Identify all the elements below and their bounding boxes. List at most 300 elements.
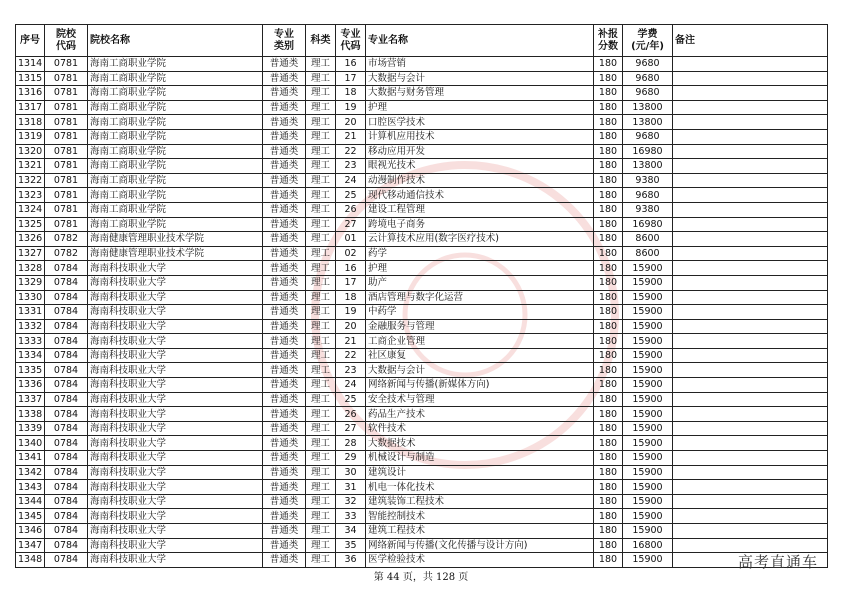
- table-row: [16, 246, 828, 261]
- table-cell: 180: [594, 553, 623, 568]
- table-cell: 海南科技职业大学: [88, 363, 263, 378]
- table-row: [16, 334, 828, 349]
- table-body: [16, 57, 828, 568]
- table-cell: 计算机应用技术: [366, 129, 594, 144]
- table-cell: 理工: [306, 319, 336, 334]
- table-row: [16, 480, 828, 495]
- table-cell: 机械设计与制造: [366, 451, 594, 466]
- table-cell: 普通类: [263, 290, 306, 305]
- table-cell: 1343: [16, 480, 45, 495]
- table-cell: 19: [336, 305, 366, 320]
- table-cell: 180: [594, 100, 623, 115]
- table-cell: 15900: [623, 436, 673, 451]
- table-cell: 15900: [623, 553, 673, 568]
- table-cell: 16980: [623, 144, 673, 159]
- table-cell: 市场营销: [366, 57, 594, 72]
- table-cell: 建筑设计: [366, 465, 594, 480]
- table-cell: 0784: [45, 465, 88, 480]
- table-cell: 普通类: [263, 363, 306, 378]
- table-row: [16, 509, 828, 524]
- table-row: [16, 524, 828, 539]
- table-cell: 0784: [45, 553, 88, 568]
- table-cell: 理工: [306, 451, 336, 466]
- table-cell: 0784: [45, 451, 88, 466]
- table-cell: 软件技术: [366, 421, 594, 436]
- table-cell: 理工: [306, 290, 336, 305]
- table-cell: 酒店管理与数字化运营: [366, 290, 594, 305]
- table-cell: 180: [594, 261, 623, 276]
- column-header: 院校名称: [88, 25, 263, 57]
- table-cell: 理工: [306, 348, 336, 363]
- table-cell: 海南工商职业学院: [88, 57, 263, 72]
- table-cell: 36: [336, 553, 366, 568]
- table-cell: 1329: [16, 275, 45, 290]
- table-cell: 0784: [45, 421, 88, 436]
- table-cell: [673, 494, 828, 509]
- table-cell: 180: [594, 348, 623, 363]
- table-cell: 0781: [45, 217, 88, 232]
- table-cell: 1339: [16, 421, 45, 436]
- table-cell: [673, 407, 828, 422]
- table-cell: 普通类: [263, 407, 306, 422]
- table-cell: 180: [594, 378, 623, 393]
- table-cell: [673, 465, 828, 480]
- table-cell: 0781: [45, 144, 88, 159]
- table-cell: 16: [336, 57, 366, 72]
- table-cell: 海南工商职业学院: [88, 144, 263, 159]
- column-header: 学费 (元/年): [623, 25, 673, 57]
- table-cell: 24: [336, 378, 366, 393]
- table-cell: 理工: [306, 553, 336, 568]
- table-cell: 15900: [623, 363, 673, 378]
- table-cell: 理工: [306, 378, 336, 393]
- table-cell: 1330: [16, 290, 45, 305]
- table-cell: 9680: [623, 86, 673, 101]
- table-cell: 理工: [306, 100, 336, 115]
- table-cell: 理工: [306, 538, 336, 553]
- table-cell: 普通类: [263, 392, 306, 407]
- table-cell: 建筑工程技术: [366, 524, 594, 539]
- table-cell: 普通类: [263, 115, 306, 130]
- table-cell: 180: [594, 57, 623, 72]
- table-cell: 海南科技职业大学: [88, 451, 263, 466]
- table-cell: [673, 173, 828, 188]
- table-cell: 23: [336, 363, 366, 378]
- table-row: [16, 144, 828, 159]
- table-cell: 海南科技职业大学: [88, 465, 263, 480]
- table-cell: 海南科技职业大学: [88, 261, 263, 276]
- table-cell: 180: [594, 334, 623, 349]
- column-header: 序号: [16, 25, 45, 57]
- table-cell: 1324: [16, 202, 45, 217]
- table-cell: 180: [594, 465, 623, 480]
- table-cell: 0784: [45, 538, 88, 553]
- column-header: 专业名称: [366, 25, 594, 57]
- table-cell: 海南工商职业学院: [88, 202, 263, 217]
- table-cell: 180: [594, 173, 623, 188]
- table-cell: 27: [336, 421, 366, 436]
- table-cell: 15900: [623, 407, 673, 422]
- table-cell: [673, 436, 828, 451]
- table-cell: 海南科技职业大学: [88, 538, 263, 553]
- table-cell: 0784: [45, 290, 88, 305]
- table-cell: 0784: [45, 334, 88, 349]
- table-cell: [673, 261, 828, 276]
- table-cell: 理工: [306, 436, 336, 451]
- table-cell: [673, 334, 828, 349]
- table-cell: 1322: [16, 173, 45, 188]
- table-cell: 理工: [306, 305, 336, 320]
- table-cell: 海南科技职业大学: [88, 378, 263, 393]
- table-cell: 180: [594, 319, 623, 334]
- table-cell: 0781: [45, 71, 88, 86]
- table-cell: 24: [336, 173, 366, 188]
- table-cell: 海南工商职业学院: [88, 188, 263, 203]
- table-cell: 180: [594, 538, 623, 553]
- table-cell: 1341: [16, 451, 45, 466]
- table-cell: 28: [336, 436, 366, 451]
- table-cell: [673, 509, 828, 524]
- table-cell: 海南科技职业大学: [88, 436, 263, 451]
- table-cell: 17: [336, 275, 366, 290]
- table-cell: 1342: [16, 465, 45, 480]
- table-cell: 0781: [45, 188, 88, 203]
- table-cell: 0781: [45, 129, 88, 144]
- table-cell: 理工: [306, 188, 336, 203]
- table-cell: 理工: [306, 71, 336, 86]
- table-cell: 15900: [623, 421, 673, 436]
- table-cell: 180: [594, 392, 623, 407]
- table-cell: 0784: [45, 407, 88, 422]
- table-cell: 0781: [45, 173, 88, 188]
- table-cell: 15900: [623, 451, 673, 466]
- table-cell: 理工: [306, 144, 336, 159]
- table-cell: 23: [336, 159, 366, 174]
- table-cell: [673, 480, 828, 495]
- table-cell: 大数据与会计: [366, 363, 594, 378]
- table-cell: 15900: [623, 261, 673, 276]
- table-cell: 1317: [16, 100, 45, 115]
- table-cell: 16800: [623, 538, 673, 553]
- table-cell: 海南科技职业大学: [88, 553, 263, 568]
- table-cell: 普通类: [263, 173, 306, 188]
- table-cell: 理工: [306, 159, 336, 174]
- table-cell: 理工: [306, 129, 336, 144]
- column-header: 院校 代码: [45, 25, 88, 57]
- table-cell: 普通类: [263, 494, 306, 509]
- table-cell: 13800: [623, 159, 673, 174]
- table-cell: 药学: [366, 246, 594, 261]
- table-cell: [673, 305, 828, 320]
- table-cell: 180: [594, 71, 623, 86]
- table-cell: 海南科技职业大学: [88, 305, 263, 320]
- table-cell: 30: [336, 465, 366, 480]
- table-row: [16, 232, 828, 247]
- table-cell: [673, 57, 828, 72]
- table-cell: [673, 86, 828, 101]
- table-cell: 22: [336, 144, 366, 159]
- table-row: [16, 261, 828, 276]
- table-cell: 理工: [306, 392, 336, 407]
- table-cell: 1348: [16, 553, 45, 568]
- table-cell: 0784: [45, 348, 88, 363]
- table-cell: [673, 451, 828, 466]
- table-cell: 16: [336, 261, 366, 276]
- table-cell: 1347: [16, 538, 45, 553]
- table-row: [16, 363, 828, 378]
- table-row: [16, 275, 828, 290]
- table-cell: 眼视光技术: [366, 159, 594, 174]
- table-cell: 1326: [16, 232, 45, 247]
- table-cell: 社区康复: [366, 348, 594, 363]
- table-cell: 理工: [306, 465, 336, 480]
- table-cell: 建设工程管理: [366, 202, 594, 217]
- table-cell: 医学检验技术: [366, 553, 594, 568]
- table-cell: 0784: [45, 494, 88, 509]
- table-cell: 安全技术与管理: [366, 392, 594, 407]
- table-cell: 大数据与会计: [366, 71, 594, 86]
- table-cell: 普通类: [263, 334, 306, 349]
- table-cell: 180: [594, 115, 623, 130]
- table-cell: 理工: [306, 363, 336, 378]
- table-cell: 普通类: [263, 480, 306, 495]
- table-cell: 18: [336, 86, 366, 101]
- table-row: [16, 173, 828, 188]
- table-cell: 海南科技职业大学: [88, 275, 263, 290]
- table-cell: 15900: [623, 494, 673, 509]
- table-cell: 海南工商职业学院: [88, 100, 263, 115]
- table-cell: 1321: [16, 159, 45, 174]
- table-cell: 9680: [623, 71, 673, 86]
- table-cell: [673, 232, 828, 247]
- table-cell: [673, 275, 828, 290]
- table-row: [16, 57, 828, 72]
- table-cell: 1334: [16, 348, 45, 363]
- table-cell: 18: [336, 290, 366, 305]
- column-header: 专业 代码: [336, 25, 366, 57]
- table-row: [16, 217, 828, 232]
- table-cell: 金融服务与管理: [366, 319, 594, 334]
- table-cell: 普通类: [263, 378, 306, 393]
- table-cell: 移动应用开发: [366, 144, 594, 159]
- table-cell: 动漫制作技术: [366, 173, 594, 188]
- table-cell: 1323: [16, 188, 45, 203]
- table-cell: 27: [336, 217, 366, 232]
- table-cell: 180: [594, 275, 623, 290]
- table-cell: 普通类: [263, 465, 306, 480]
- column-header: 科类: [306, 25, 336, 57]
- table-cell: 180: [594, 524, 623, 539]
- table-cell: [673, 144, 828, 159]
- table-cell: 1340: [16, 436, 45, 451]
- table-cell: 20: [336, 319, 366, 334]
- table-cell: 大数据与财务管理: [366, 86, 594, 101]
- table-cell: 海南工商职业学院: [88, 86, 263, 101]
- table-cell: 25: [336, 392, 366, 407]
- table-row: [16, 494, 828, 509]
- table-cell: 理工: [306, 246, 336, 261]
- table-cell: 1325: [16, 217, 45, 232]
- table-cell: 9380: [623, 202, 673, 217]
- table-cell: 普通类: [263, 348, 306, 363]
- table-cell: 理工: [306, 217, 336, 232]
- table-cell: 普通类: [263, 261, 306, 276]
- table-cell: 普通类: [263, 509, 306, 524]
- table-cell: 海南健康管理职业技术学院: [88, 246, 263, 261]
- table-row: [16, 378, 828, 393]
- table-cell: 19: [336, 100, 366, 115]
- table-cell: 0781: [45, 86, 88, 101]
- table-cell: 15900: [623, 392, 673, 407]
- table-cell: 15900: [623, 480, 673, 495]
- table-cell: 13800: [623, 100, 673, 115]
- table-cell: 15900: [623, 509, 673, 524]
- table-cell: 0782: [45, 232, 88, 247]
- table-cell: 20: [336, 115, 366, 130]
- brand-watermark: 高考直通车: [737, 553, 818, 571]
- table-cell: 180: [594, 144, 623, 159]
- table-cell: 普通类: [263, 538, 306, 553]
- table-cell: [673, 159, 828, 174]
- table-cell: 普通类: [263, 86, 306, 101]
- table-cell: 21: [336, 129, 366, 144]
- table-cell: 普通类: [263, 436, 306, 451]
- page-footer: 第 44 页，共 128 页: [373, 572, 469, 583]
- table-cell: 0784: [45, 305, 88, 320]
- table-row: [16, 451, 828, 466]
- table-cell: 海南科技职业大学: [88, 290, 263, 305]
- table-cell: 0784: [45, 509, 88, 524]
- table-cell: 1335: [16, 363, 45, 378]
- table-cell: 1318: [16, 115, 45, 130]
- table-cell: 普通类: [263, 71, 306, 86]
- table-cell: 0781: [45, 202, 88, 217]
- table-cell: 1319: [16, 129, 45, 144]
- table-cell: 普通类: [263, 100, 306, 115]
- table-row: [16, 159, 828, 174]
- table-cell: [673, 319, 828, 334]
- table-row: [16, 188, 828, 203]
- table-cell: 01: [336, 232, 366, 247]
- table-cell: 180: [594, 451, 623, 466]
- table-row: [16, 421, 828, 436]
- column-header: 专业 类别: [263, 25, 306, 57]
- table-row: [16, 436, 828, 451]
- table-row: [16, 100, 828, 115]
- table-cell: 15900: [623, 378, 673, 393]
- table-cell: 药品生产技术: [366, 407, 594, 422]
- table-cell: 35: [336, 538, 366, 553]
- table-cell: 26: [336, 202, 366, 217]
- table-cell: 1314: [16, 57, 45, 72]
- header-row: [16, 25, 828, 57]
- table-cell: 8600: [623, 246, 673, 261]
- table-cell: 180: [594, 217, 623, 232]
- table-row: [16, 538, 828, 553]
- table-cell: 15900: [623, 465, 673, 480]
- table-cell: 海南科技职业大学: [88, 392, 263, 407]
- table-row: [16, 407, 828, 422]
- table-cell: 理工: [306, 202, 336, 217]
- table-cell: 02: [336, 246, 366, 261]
- table-cell: 180: [594, 232, 623, 247]
- table-cell: 180: [594, 363, 623, 378]
- table-cell: 0784: [45, 436, 88, 451]
- table-cell: 180: [594, 509, 623, 524]
- table-cell: 1327: [16, 246, 45, 261]
- table-cell: 180: [594, 159, 623, 174]
- table-row: [16, 305, 828, 320]
- table-cell: 普通类: [263, 319, 306, 334]
- table-cell: 0784: [45, 392, 88, 407]
- table-cell: 现代移动通信技术: [366, 188, 594, 203]
- table-cell: 1331: [16, 305, 45, 320]
- table-cell: 普通类: [263, 217, 306, 232]
- table-cell: 26: [336, 407, 366, 422]
- table-cell: 中药学: [366, 305, 594, 320]
- table-cell: 海南科技职业大学: [88, 494, 263, 509]
- table-cell: 34: [336, 524, 366, 539]
- table-cell: 180: [594, 188, 623, 203]
- table-row: [16, 202, 828, 217]
- table-cell: 智能控制技术: [366, 509, 594, 524]
- table-cell: 0784: [45, 261, 88, 276]
- table-cell: 海南工商职业学院: [88, 173, 263, 188]
- table-cell: 0784: [45, 378, 88, 393]
- table-cell: 理工: [306, 115, 336, 130]
- table-cell: 普通类: [263, 232, 306, 247]
- table-cell: 普通类: [263, 129, 306, 144]
- table-cell: 助产: [366, 275, 594, 290]
- table-cell: 云计算技术应用(数字医疗技术): [366, 232, 594, 247]
- table-cell: [673, 129, 828, 144]
- table-cell: 31: [336, 480, 366, 495]
- table-cell: [673, 115, 828, 130]
- table-cell: 理工: [306, 173, 336, 188]
- table-cell: 180: [594, 86, 623, 101]
- table-cell: 普通类: [263, 451, 306, 466]
- table-cell: 网络新闻与传播(新媒体方向): [366, 378, 594, 393]
- table-cell: 180: [594, 436, 623, 451]
- table-row: [16, 129, 828, 144]
- table-cell: 15900: [623, 524, 673, 539]
- table-cell: 理工: [306, 232, 336, 247]
- table-row: [16, 71, 828, 86]
- table-cell: [673, 363, 828, 378]
- table-cell: 180: [594, 480, 623, 495]
- table-cell: 海南科技职业大学: [88, 480, 263, 495]
- table-cell: 海南科技职业大学: [88, 524, 263, 539]
- table-cell: 普通类: [263, 144, 306, 159]
- table-cell: [673, 378, 828, 393]
- table-cell: 普通类: [263, 57, 306, 72]
- table-cell: 33: [336, 509, 366, 524]
- table-row: [16, 348, 828, 363]
- table-row: [16, 290, 828, 305]
- table-cell: 理工: [306, 334, 336, 349]
- table-cell: 1344: [16, 494, 45, 509]
- table-cell: 工商企业管理: [366, 334, 594, 349]
- table-cell: 0781: [45, 57, 88, 72]
- table-cell: 0784: [45, 275, 88, 290]
- table-cell: 海南健康管理职业技术学院: [88, 232, 263, 247]
- table-cell: 180: [594, 494, 623, 509]
- table-cell: 理工: [306, 86, 336, 101]
- table-cell: [673, 246, 828, 261]
- table-cell: 理工: [306, 494, 336, 509]
- table-cell: 1316: [16, 86, 45, 101]
- table-cell: 13800: [623, 115, 673, 130]
